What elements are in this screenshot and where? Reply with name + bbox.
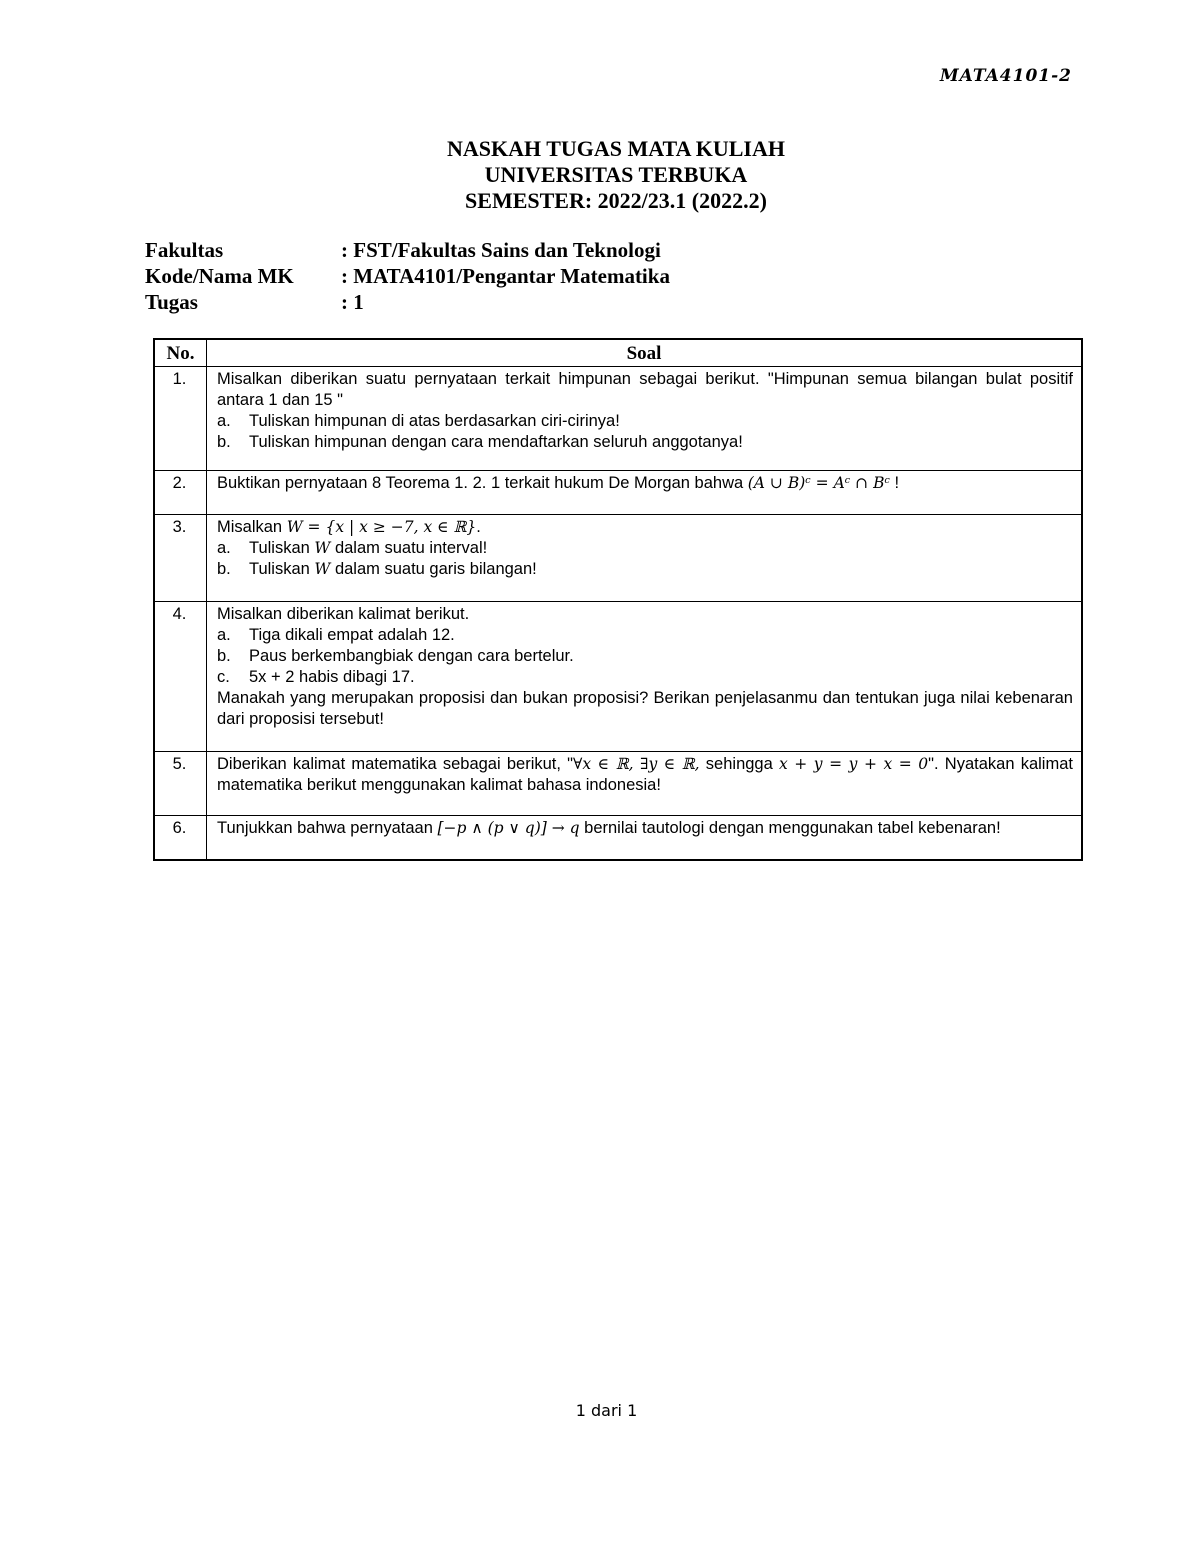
- table-row: [154, 816, 1082, 860]
- math-expression: W: [314, 539, 331, 557]
- math-expression: x + y = y + x = 0: [778, 755, 929, 773]
- question-number: 4.: [154, 602, 207, 752]
- question-number: 3.: [154, 515, 207, 602]
- document-title-block: [0, 136, 1200, 214]
- question-text: Diberikan kalimat matematika sebagai berikut, "∀x ∈ ℝ, ∃y ∈ ℝ, sehingga x + y = y + x = 0". Nyatakan kalimat matematika berikut menggunakan kalimat bahasa indonesia!: [207, 752, 1083, 816]
- info-label: Tugas: [145, 290, 198, 314]
- table-row: [154, 367, 1082, 471]
- math-expression: (A ∪ B)ᶜ = Aᶜ ∩ Bᶜ: [747, 474, 890, 492]
- question-text: Buktikan pernyataan 8 Teorema 1. 2. 1 terkait hukum De Morgan bahwa (A ∪ B)ᶜ = Aᶜ ∩ Bᶜ !: [207, 471, 1083, 515]
- info-value: : MATA4101/Pengantar Matematika: [341, 264, 670, 288]
- table-row: [154, 471, 1082, 515]
- sub-question: a. Tuliskan himpunan di atas berdasarkan ciri-cirinya!: [217, 412, 620, 430]
- question-intro: Misalkan W = {x | x ≥ −7, x ∈ ℝ}.: [217, 518, 481, 536]
- info-row-faculty: [145, 237, 670, 263]
- table-row: [154, 515, 1082, 602]
- question-text: [207, 515, 1083, 602]
- title-line-3: SEMESTER: 2022/23.1 (2022.2): [465, 188, 767, 213]
- sub-question: b. Tuliskan himpunan dengan cara mendaftarkan seluruh anggotanya!: [217, 433, 743, 451]
- sub-question: b. Paus berkembangbiak dengan cara bertelur.: [217, 647, 574, 665]
- questions-table: [153, 338, 1083, 861]
- document-code: MATA4101-2: [939, 66, 1072, 86]
- math-expression: [−p ∧ (p ∨ q)] → q: [437, 819, 580, 837]
- info-row-assignment: [145, 289, 670, 315]
- sub-question: c. 5x + 2 habis dibagi 17.: [217, 668, 415, 686]
- info-label: Fakultas: [145, 238, 224, 262]
- table-header-row: [154, 339, 1082, 367]
- math-expression: W = {x | x ≥ −7, x ∈ ℝ}: [286, 518, 477, 536]
- math-expression: ∀x ∈ ℝ, ∃y ∈ ℝ,: [573, 755, 700, 773]
- table-row: [154, 602, 1082, 752]
- header-soal: Soal: [207, 339, 1083, 367]
- math-expression: W: [314, 560, 331, 578]
- info-value: : FST/Fakultas Sains dan Teknologi: [341, 238, 661, 262]
- question-number: 6.: [154, 816, 207, 860]
- question-number: 1.: [154, 367, 207, 471]
- info-value: : 1: [341, 290, 364, 314]
- sub-question: a. Tiga dikali empat adalah 12.: [217, 626, 455, 644]
- title-line-1: NASKAH TUGAS MATA KULIAH: [447, 136, 785, 161]
- title-line-2: UNIVERSITAS TERBUKA: [484, 162, 748, 187]
- info-row-course: [145, 263, 670, 289]
- info-label: Kode/Nama MK: [145, 264, 294, 288]
- course-info: [145, 237, 670, 315]
- header-no: No.: [154, 339, 207, 367]
- question-number: 5.: [154, 752, 207, 816]
- question-intro: Misalkan diberikan suatu pernyataan terkait himpunan sebagai berikut. "Himpunan semua bilangan bulat positif antara 1 dan 15 ": [217, 370, 1073, 409]
- question-text: Tunjukkan bahwa pernyataan [−p ∧ (p ∨ q)] → q bernilai tautologi dengan menggunakan tabel kebenaran!: [207, 816, 1083, 860]
- sub-question: a. Tuliskan W dalam suatu interval!: [217, 539, 488, 557]
- sub-question: b. Tuliskan W dalam suatu garis bilangan!: [217, 560, 537, 578]
- question-text: [207, 367, 1083, 471]
- page-number: 1 dari 1: [575, 1401, 638, 1420]
- question-number: 2.: [154, 471, 207, 515]
- question-text: [207, 602, 1083, 752]
- table-row: [154, 752, 1082, 816]
- question-intro: Misalkan diberikan kalimat berikut.: [217, 605, 470, 623]
- question-outro: Manakah yang merupakan proposisi dan bukan proposisi? Berikan penjelasanmu dan tentukan juga nilai kebenaran dari proposisi tersebut!: [217, 689, 1073, 728]
